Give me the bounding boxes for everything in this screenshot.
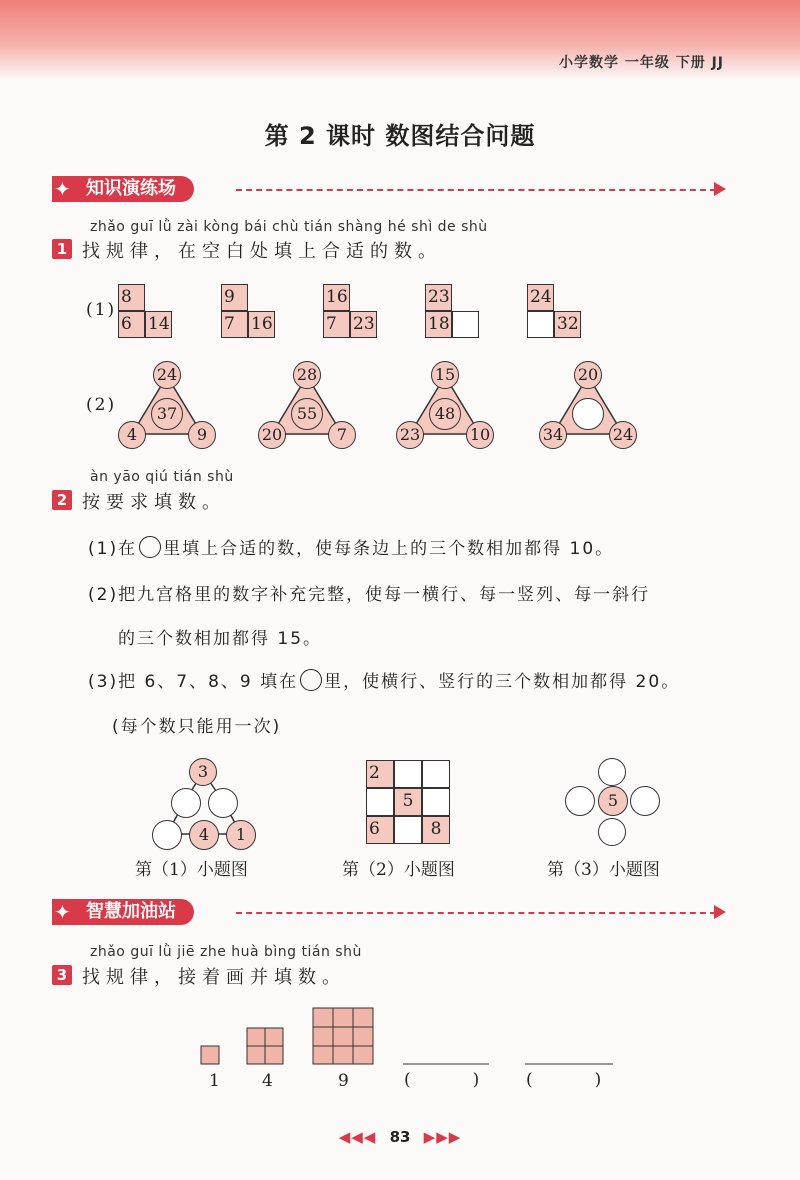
grid-cell-blank[interactable] — [422, 760, 450, 788]
l-cell-top: 23 — [425, 284, 452, 311]
section-bar-booster — [0, 899, 800, 925]
fig1-caption: 第（1）小题图 — [135, 860, 248, 880]
grid-cell-blank[interactable] — [366, 788, 394, 816]
q3-label-1: 1 — [209, 1071, 220, 1091]
triangle-3-center: 48 — [429, 398, 461, 430]
l-cell-bottom-left: 7 — [323, 311, 350, 338]
fig1-bottom-mid: 4 — [189, 820, 219, 850]
page-footer — [0, 1128, 800, 1146]
circle-glyph — [139, 536, 161, 558]
star-icon: ✦ — [54, 900, 71, 924]
l-shape-5 — [527, 284, 587, 340]
section-bar-practice — [0, 176, 800, 202]
l-cell-top: 16 — [323, 284, 350, 311]
book-info: 小学数学 一年级 下册 JJ — [558, 55, 724, 71]
grid-cell: 2 — [366, 760, 394, 788]
dashed-divider — [236, 912, 716, 914]
star-icon: ✦ — [54, 177, 71, 201]
l-cell-top: 8 — [118, 284, 145, 311]
right-arrows-icon: ▶▶▶ — [423, 1128, 462, 1146]
triangle-1-left: 4 — [118, 421, 146, 449]
q3-label-3: 9 — [338, 1071, 349, 1091]
dashed-divider — [236, 189, 716, 191]
grid-cell-blank[interactable] — [394, 760, 422, 788]
magic-square — [366, 760, 450, 844]
fig3-bottom-blank[interactable] — [598, 818, 626, 846]
lesson-title: 第 2 课时 数图结合问题 — [264, 122, 536, 150]
triangle-2-left: 20 — [258, 421, 286, 449]
q1-part2-label: (2) — [86, 395, 117, 415]
l-cell-bottom-right: 14 — [145, 311, 172, 338]
grid-cell: 5 — [394, 788, 422, 816]
square-2x2 — [247, 1028, 283, 1064]
q1-number: 1 — [52, 239, 72, 259]
fig1-mid-right-blank[interactable] — [208, 788, 238, 818]
fig1-bottom-right: 1 — [226, 820, 256, 850]
l-shape-2 — [221, 284, 281, 340]
grid-cell: 6 — [366, 816, 394, 844]
q2-line2: (2)把九宫格里的数字补充完整，使每一横行、每一竖列、每一斜行 — [88, 585, 651, 605]
q3-answer-blank-2[interactable] — [526, 1070, 612, 1090]
section-label: 智慧加油站 — [52, 899, 194, 925]
l-shape-3 — [323, 284, 383, 340]
l-cell-bottom-right: 16 — [248, 311, 275, 338]
grid-cell-blank[interactable] — [422, 788, 450, 816]
q2-number: 2 — [52, 490, 72, 510]
l-shape-1 — [118, 284, 178, 340]
triangle-3-left: 23 — [396, 421, 424, 449]
paren-open: ( — [526, 1070, 533, 1090]
fig1-bottom-left-blank[interactable] — [152, 820, 182, 850]
triangle-2-top: 28 — [293, 361, 321, 389]
q2-line4-end: 里，使横行、竖行的三个数相加都得 20。 — [324, 672, 681, 692]
q2-line1-end: 里填上合适的数，使每条边上的三个数相加都得 10。 — [163, 539, 615, 559]
square-3x3 — [313, 1008, 373, 1064]
l-cell-top: 24 — [527, 284, 554, 311]
triangle-2-center: 55 — [291, 398, 323, 430]
page-number: 83 — [389, 1128, 411, 1146]
arrow-icon — [714, 905, 726, 919]
q2-line5: (每个数只能用一次) — [112, 717, 282, 737]
paren-close: ) — [472, 1070, 480, 1090]
paren-close: ) — [594, 1070, 602, 1090]
triangle-4-center-blank[interactable] — [572, 398, 604, 430]
fig3-caption: 第（3）小题图 — [547, 860, 660, 880]
l-cell-top: 9 — [221, 284, 248, 311]
triangle-4-right: 24 — [609, 421, 637, 449]
triangle-1-right: 9 — [188, 421, 216, 449]
fig3-right-blank[interactable] — [630, 786, 660, 816]
triangle-4-left: 34 — [539, 421, 567, 449]
q2-line4-start: (3)把 6、7、8、9 填在 — [88, 672, 299, 692]
triangle-1-top: 24 — [153, 361, 181, 389]
q1-pinyin: zhǎo guī lǜ zài kòng bái chù tián shàng hé shì de shù — [90, 219, 488, 235]
q2-line1 — [88, 534, 614, 559]
triangle-3-right: 10 — [466, 421, 494, 449]
q2-pinyin: àn yāo qiú tián shù — [90, 469, 234, 485]
q2-line3: 的三个数相加都得 15。 — [118, 629, 323, 649]
triangle-1-center: 37 — [151, 398, 183, 430]
fig1-top: 3 — [189, 758, 217, 786]
l-shape-4 — [425, 284, 485, 340]
q2-text: 按要求填数。 — [82, 492, 226, 513]
l-cell-bottom-left: 7 — [221, 311, 248, 338]
fig3-center: 5 — [598, 786, 628, 816]
q2-line4 — [88, 667, 680, 692]
square-pattern — [195, 1000, 615, 1072]
square-1x1 — [201, 1046, 219, 1064]
q3-answer-blank-1[interactable] — [404, 1070, 490, 1090]
triangle-2-right: 7 — [328, 421, 356, 449]
circle-glyph — [300, 669, 322, 691]
l-cell-answer-blank[interactable] — [527, 311, 554, 338]
l-cell-bottom-right: 23 — [350, 311, 377, 338]
left-arrows-icon: ◀◀◀ — [338, 1128, 377, 1146]
q3-text: 找规律，接着画并填数。 — [82, 967, 346, 988]
arrow-icon — [714, 182, 726, 196]
fig3-top-blank[interactable] — [598, 758, 626, 786]
l-cell-bottom-left: 18 — [425, 311, 452, 338]
l-cell-bottom-right: 32 — [554, 311, 581, 338]
q1-text: 找规律，在空白处填上合适的数。 — [82, 241, 442, 262]
triangle-4-top: 20 — [574, 361, 602, 389]
q3-number: 3 — [52, 965, 72, 985]
q1-part1-label: (1) — [86, 300, 117, 320]
q2-line1-start: (1)在 — [88, 539, 138, 559]
section-label: 知识演练场 — [52, 176, 194, 202]
paren-open: ( — [404, 1070, 411, 1090]
l-cell-bottom-left: 6 — [118, 311, 145, 338]
grid-cell: 8 — [422, 816, 450, 844]
fig1-mid-left-blank[interactable] — [171, 788, 201, 818]
q3-pinyin: zhǎo guī lǜ jiē zhe huà bìng tián shù — [90, 944, 362, 960]
l-cell-answer-blank[interactable] — [452, 311, 479, 338]
triangle-3-top: 15 — [431, 361, 459, 389]
q3-label-2: 4 — [262, 1071, 273, 1091]
fig2-caption: 第（2）小题图 — [342, 860, 455, 880]
fig3-left-blank[interactable] — [565, 786, 595, 816]
grid-cell-blank[interactable] — [394, 816, 422, 844]
